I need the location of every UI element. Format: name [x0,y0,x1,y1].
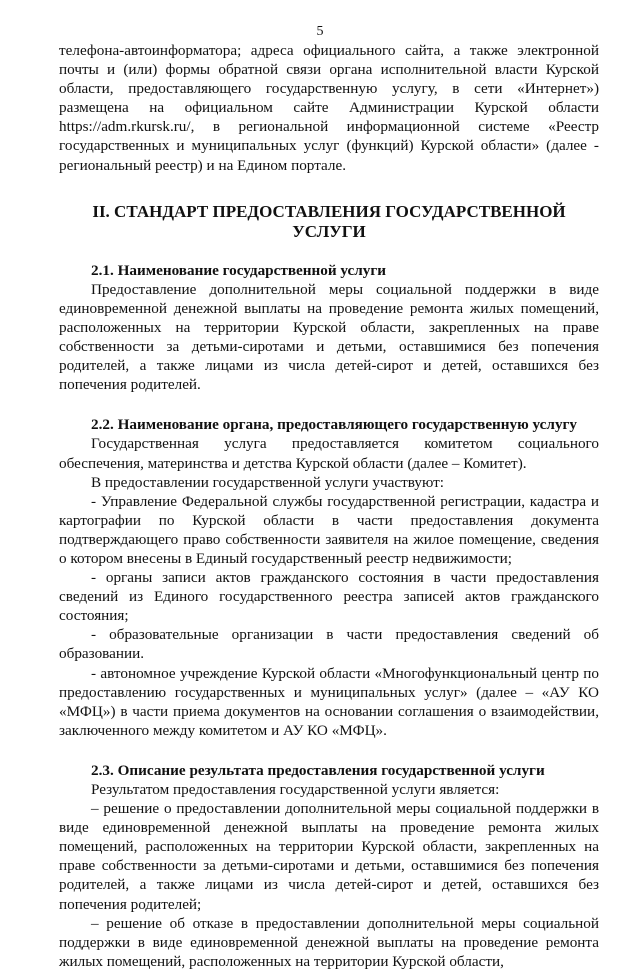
section-2-3-heading: 2.3. Описание результата предоставления государственной услуги [91,761,545,779]
section-2-3-paragraph-1: Результатом предоставления государственной услуги является: [91,781,500,798]
section-2-2-list-item-2: - органы записи актов гражданского состояния в части предоставления сведений из Единого государственного реестра записей актов гражданского состояния; [59,569,599,625]
section-2-2-paragraph-2: В предоставлении государственной услуги участвуют: [91,473,444,491]
section-2-2-paragraph-1: Государственная услуга предоставляется комитетом социального обеспечения, материнства и детства Курской области (далее – Комитет). [59,435,599,472]
intro-paragraph: телефона-автоинформатора; адреса официального сайта, а также электронной почты и (или) формы обратной связи органа исполнительной власти Курской области, предоставляющего государственную услугу, в сети «Интернет») размещена на официальном сайте Администрации Курской области https://adm.rkursk.ru/, в региональной информационной системе «Реестр государственных и муниципальных услуг (функций) Курской области» (далее - региональный реестр) и на Едином портале. [59,42,599,174]
section-title: II. СТАНДАРТ ПРЕДОСТАВЛЕНИЯ ГОСУДАРСТВЕННОЙ УСЛУГИ [92,201,566,241]
spacer [59,394,599,415]
page-number: 5 [316,24,324,39]
section-2-2-list-item-1: - Управление Федеральной службы государственной регистрации, кадастра и картографии по Курской области в части предоставления документа подтверждающего право собственности заявителя на жилое помещение, сведения о котором внесены в Единый государственный реестр недвижимости; [59,492,599,567]
spacer [59,740,599,761]
section-2-2-heading: 2.2. Наименование органа, предоставляющего государственную услугу [91,416,578,434]
document-body [59,41,599,971]
section-2-3-list-item-1: – решение о предоставлении дополнительной меры социальной поддержки в виде единовременной денежной выплаты на проведение ремонта жилых помещений, расположенных на территории Курской области, закрепленных на праве собственности за детьми-сиротами и детьми, оставшимися без попечения родителей, а также лицами из числа детей-сирот и детей, оставшихся без попечения родителей; [59,800,599,913]
section-2-2-list-item-3: - образовательные организации в части предоставления сведений об образовании. [59,626,599,663]
section-2-1-heading: 2.1. Наименование государственной услуги [91,261,387,279]
section-2-3-list-item-2: – решение об отказе в предоставлении дополнительной меры социальной поддержки в виде единовременной денежной выплаты на проведение ремонта жилых помещений, расположенных на территории Курской области, [59,914,599,970]
section-2-2-list-item-4: - автономное учреждение Курской области «Многофункциональный центр по предоставлению государственных и муниципальных услуг» (далее – «АУ КО «МФЦ») в части приема документов на основании соглашения о взаимодействии, заключенного между комитетом и АУ КО «МФЦ». [59,664,599,739]
section-2-1-paragraph: Предоставление дополнительной меры социальной поддержки в виде единовременной денежной выплаты на проведение ремонта жилых помещений, расположенных на территории Курской области, закрепленных на праве собственности за детьми-сиротами и детьми, оставшимися без попечения родителей, а также лицами из числа детей-сирот и детей, оставшихся без попечения родителей. [59,280,599,394]
